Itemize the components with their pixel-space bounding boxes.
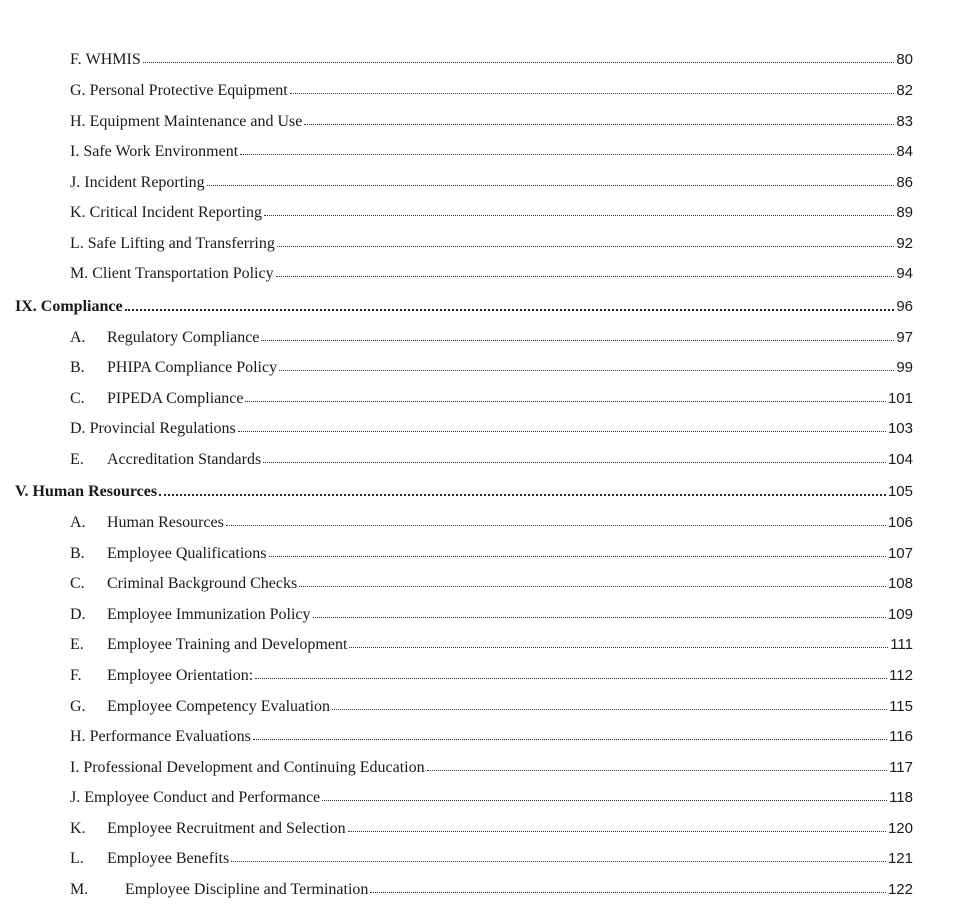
toc-letter: J. [70,789,81,806]
dot-leader [290,93,894,94]
toc-letter: F. [70,667,82,684]
toc-entry-row[interactable] [0,572,954,596]
toc-page-number: 117 [889,759,913,776]
toc-letter: D. [70,420,86,437]
toc-title-text: Incident Reporting [84,174,205,191]
toc-title [70,140,238,164]
dot-leader [125,309,894,311]
toc-title [15,295,123,319]
toc-entry-row[interactable] [0,756,954,780]
toc-page-number: 103 [887,420,913,437]
toc-letter: K. [70,820,86,837]
toc-entry-row[interactable] [0,110,954,134]
toc-page-number: 115 [889,698,913,715]
dot-leader [427,770,887,771]
toc-title-text: Critical Incident Reporting [89,204,262,221]
toc-title-text: Employee Conduct and Performance [84,789,321,806]
dot-leader [261,340,894,341]
toc-page-number: 121 [887,850,913,867]
toc-title-text: PHIPA Compliance Policy [107,359,278,376]
toc-page-number: 89 [896,204,913,221]
toc-letter: C. [70,390,85,407]
toc-title-text: Employee Recruitment and Selection [107,820,346,837]
toc-letter: A. [70,329,86,346]
toc-title [70,79,288,103]
toc-letter: E. [70,636,84,653]
toc-title-text: Human Resources [107,514,224,531]
dot-leader [231,861,886,862]
toc-letter: B. [70,359,85,376]
toc-letter: IX. [15,298,37,315]
toc-page-number: 82 [896,82,913,99]
toc-page-number: 84 [896,143,913,160]
toc-page-number: 109 [887,606,913,623]
dot-leader [348,831,886,832]
dot-leader [238,431,886,432]
toc-title [15,480,157,504]
toc-title [70,817,346,841]
dot-leader [370,892,886,893]
toc-title-text: Client Transportation Policy [92,265,274,282]
toc-title-text: Compliance [40,298,123,315]
toc-page-number: 111 [890,636,913,653]
dot-leader [226,525,886,526]
toc-title [70,786,320,810]
dot-leader [299,586,886,587]
toc-entry-row[interactable] [0,140,954,164]
toc-page-number: 83 [896,113,913,130]
toc-letter: D. [70,606,86,623]
toc-title [70,695,330,719]
toc-entry-row[interactable] [0,171,954,195]
dot-leader [159,494,886,496]
toc-page-number: 112 [889,667,913,684]
toc-page-number: 107 [887,545,913,562]
dot-leader [304,124,894,125]
toc-title [70,603,311,627]
toc-entry-row[interactable] [0,356,954,380]
dot-leader [332,709,887,710]
toc-title-text: Employee Benefits [107,850,230,867]
toc-title-text: Accreditation Standards [107,451,262,468]
toc-entry-row[interactable] [0,448,954,472]
toc-title [70,542,267,566]
dot-leader [277,246,894,247]
toc-entry-row[interactable] [0,786,954,810]
toc-letter: F. [70,51,82,68]
toc-letter: C. [70,575,85,592]
dot-leader [322,800,887,801]
toc-section-row[interactable] [0,480,954,504]
toc-title-text: Professional Development and Continuing Education [83,759,425,776]
toc-letter: J. [70,174,81,191]
dot-leader [253,739,887,740]
toc-letter: G. [70,698,86,715]
toc-entry-row[interactable] [0,603,954,627]
toc-letter: L. [70,235,84,252]
toc-entry-row[interactable] [0,48,954,72]
toc-letter: I. [70,143,80,160]
toc-page-number: 108 [887,575,913,592]
toc-letter: A. [70,514,86,531]
dot-leader [349,647,888,648]
toc-title-text: WHMIS [85,51,141,68]
toc-page-number: 92 [896,235,913,252]
toc-title [70,847,229,871]
toc-letter: G. [70,82,86,99]
toc-title-text: Personal Protective Equipment [89,82,288,99]
toc-entry-row[interactable] [0,387,954,411]
toc-entry-row[interactable] [0,417,954,441]
toc-page-number: 99 [896,359,913,376]
toc-entry-row[interactable] [0,633,954,657]
dot-leader [279,370,894,371]
dot-leader [276,276,894,277]
dot-leader [269,556,886,557]
dot-leader [207,185,894,186]
toc-entry-row[interactable] [0,542,954,566]
toc-title [70,664,253,688]
toc-letter: K. [70,204,86,221]
toc-page-number: 116 [889,728,913,745]
toc-title [70,878,368,902]
toc-page-number: 106 [887,514,913,531]
toc-title-text: Safe Lifting and Transferring [87,235,275,252]
toc-title [70,356,277,380]
toc-entry-row[interactable] [0,511,954,535]
toc-title-text: Employee Orientation: [107,667,254,684]
toc-title [70,448,261,472]
toc-title-text: Performance Evaluations [89,728,251,745]
toc-page-number: 80 [896,51,913,68]
toc-title-text: Criminal Background Checks [107,575,298,592]
toc-letter: L. [70,850,84,867]
toc-entry-row[interactable] [0,817,954,841]
toc-page-number: 118 [889,789,913,806]
toc-title [70,201,262,225]
toc-title-text: Employee Discipline and Termination [125,881,369,898]
toc-entry-row[interactable] [0,326,954,350]
toc-title [70,572,297,596]
toc-page-number: 105 [887,483,913,500]
toc-letter: H. [70,728,86,745]
dot-leader [263,462,886,463]
toc-title-text: Equipment Maintenance and Use [89,113,303,130]
toc-title-text: PIPEDA Compliance [107,390,244,407]
toc-title [70,387,243,411]
toc-letter: I. [70,759,80,776]
toc-title-text: Regulatory Compliance [107,329,260,346]
toc-entry-row[interactable] [0,232,954,256]
toc-title-text: Employee Immunization Policy [107,606,311,623]
toc-title [70,48,141,72]
dot-leader [313,617,886,618]
toc-title [70,262,274,286]
toc-title [70,633,347,657]
toc-title-text: Employee Competency Evaluation [107,698,331,715]
toc-page-number: 101 [887,390,913,407]
toc-page-number: 86 [896,174,913,191]
dot-leader [245,401,886,402]
toc-title-text: Human Resources [32,483,158,500]
toc-title [70,232,275,256]
toc-letter: M. [70,265,89,282]
toc-letter: V. [15,483,29,500]
toc-page-number: 104 [887,451,913,468]
dot-leader [255,678,887,679]
toc-letter: E. [70,451,84,468]
toc-entry-row[interactable] [0,201,954,225]
toc-title-text: Employee Training and Development [107,636,348,653]
toc-section-row[interactable] [0,295,954,319]
toc-title [70,725,251,749]
toc-title [70,511,224,535]
toc-title [70,110,302,134]
toc-entry-row[interactable] [0,79,954,103]
toc-page-number: 96 [896,298,913,315]
toc-letter: B. [70,545,85,562]
toc-entry-row[interactable] [0,695,954,719]
dot-leader [240,154,894,155]
toc-entry-row[interactable] [0,725,954,749]
toc-title-text: Safe Work Environment [83,143,239,160]
toc-page-number: 120 [887,820,913,837]
toc-page-number: 94 [896,265,913,282]
toc-title [70,326,259,350]
toc-title-text: Employee Qualifications [107,545,267,562]
toc-entry-row[interactable] [0,262,954,286]
toc-page-number: 97 [896,329,913,346]
toc-entry-row[interactable] [0,878,954,902]
toc-entry-row[interactable] [0,847,954,871]
toc-letter: H. [70,113,86,130]
toc-page-number: 122 [887,881,913,898]
dot-leader [264,215,894,216]
toc-title-text: Provincial Regulations [89,420,236,437]
toc-letter: M. [70,881,89,898]
dot-leader [143,62,894,63]
toc-entry-row[interactable] [0,664,954,688]
toc-title [70,756,425,780]
toc-title [70,417,236,441]
toc-title [70,171,205,195]
